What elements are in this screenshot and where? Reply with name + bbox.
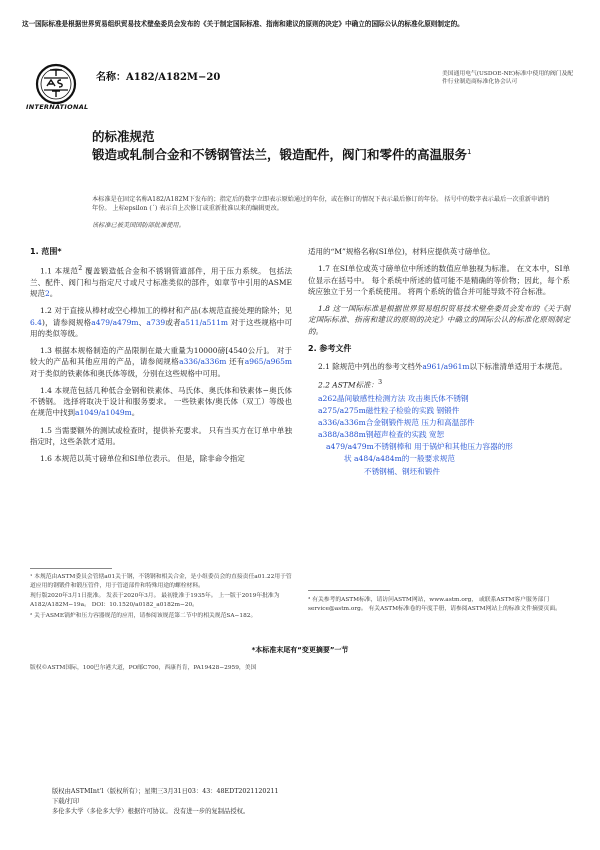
top-notice: 这一国际标准是根据世界贸易组织贸易技术壁垒委员会发布的《关于制定国际标准、指南和建议的原则的决定》中确立的国际公认的标准化原则制定的。 (22, 20, 464, 28)
para-1-4: 1.4 本规范包括几种低合金钢和铁素体、马氏体、奥氏体和铁素体−奥氏体不锈钢。 选择将取决于设计和服务要求。 一些铁素体/奥氏体（双工）等级也在规范中找到a1049/a1049m。 (30, 385, 292, 418)
right-footnote: ³ 有关参考的ASTM标准，请访问ASTM网站，www.astm.org， 或联系ASTM客户服务部门service@astm.org。 有关ASTM标准卷的年度手册，请参阅ASTM网站上的标准文件摘要页面。 (308, 597, 561, 612)
ref-link-2[interactable]: 2 (45, 289, 50, 298)
para-2-1: 2.1 除规范中列出的参考文档外a961/a961m以下标准清单适用于本规范。 (318, 361, 568, 371)
ref-link-a479[interactable]: a479/a479m (91, 317, 139, 327)
copyright-line: 版权©ASTM国际，100巴尔港大道，PO邮C700，西康肖肯，PA19428−2959，美国 (30, 665, 257, 671)
ref-link-a965[interactable]: a965/a965m (244, 357, 292, 367)
issuance-note: 本标准是在固定名称A182/A182M下发布的；指定后的数字立即表示原始通过的年份，或在修订的情况下表示最后修订的年份。 括号中的数字表示最后一次重新申请的年份。 上标epsilon (´) 表示自上次修订或重新批准以来的编辑更改。 (92, 196, 550, 212)
ref-item-a479[interactable]: a479/a479m不锈钢棒和 用于锅炉和其他压力容器的形 (326, 442, 513, 452)
para-1-7: 1.7 在SI单位或英寸磅单位中所述的数值应单独视为标准。 在文本中，SI单位显示在括号中。 每个系统中所述的值可能不是精确的等价物；因此，每个系统应独立于另一个系统使用。 将两个系统的值合并可能导致不符合标准。 (308, 264, 570, 296)
ref-link-a336[interactable]: a336/a336m (179, 357, 227, 367)
right-column (308, 246, 570, 478)
ref-item-a275[interactable]: a275/a275m磁性粒子检验的实践 钢锻件 (318, 405, 460, 415)
endorsement-note: 美国通用电气(USDOE-NE)标准中使用的阀门及配件行业制造商标准化协会认可 (442, 71, 574, 85)
title-line-2: 锻造或轧制合金和不锈钢管法兰，锻造配件，阀门和零件的高温服务$^1$ (92, 147, 472, 163)
title-footnote-mark: 1 (467, 147, 472, 156)
download-license-note (52, 787, 278, 816)
ref-item-a388[interactable]: a388/a388m钢超声检查的实践 宽恕 (318, 430, 445, 440)
footnote-divider-left (30, 568, 112, 569)
ref-item-a336[interactable]: a336/a336m合金钢锻件规范 压力和高温部件 (318, 418, 475, 428)
section-1-heading: 1. 范围* (30, 247, 62, 256)
para-1-6: 1.6 本规范以英寸磅单位和SI单位表示。 但是，除非命令指定 (40, 454, 245, 463)
footnote-2: ² 关于ASME锅炉和压力容器规范的应用，请参阅该规范第二节中的相关规范SA−182。 (30, 612, 257, 619)
footnote-divider-right (308, 590, 390, 591)
ref-link-a1049[interactable]: a1049/a1049m (75, 408, 132, 418)
ref-link-a961[interactable]: a961/a961m (422, 361, 470, 371)
para-1-1: 1.1 本规范$^2$ 覆盖锻造低合金和不锈钢管道部件，用于压力系统。 包括法兰、配件、阀门和与指定尺寸或尺寸标准类似的部件，如章节中引用的ASME规范2。 (30, 265, 292, 298)
para-1-2: 1.2 对于直接从棒材或空心棒加工的棒材和产品(本规范直接处理的除外；见6.4)，请参阅规格a479/a479m、a739或者a511/a511m 对于这些规格中可用的类似等级。 (30, 306, 292, 338)
standard-designation: 名称：A182/A182M−20 (96, 72, 221, 83)
footnote-1b: 现行版2020年3月1日批准。 发表于2020年3月。 最初批准于1935年。 上一版于2019年批准为A182/A182M−19a。 DOI：10.1520/a0182_a0182m−20。 (30, 593, 280, 609)
para-1-8: 1.8 这一国际标准是根据世界贸易组织贸易技术壁垒委员会发布的《关于制定国际标准、指南和建议的原则的决定》中确立的国际公认的标准化原则制定的。 (308, 304, 570, 336)
para-1-6-cont: 适用的“M”规格名称(SI单位)，材料应提供英寸磅单位。 (308, 247, 495, 256)
ref-link-6-4[interactable]: 6.4 (30, 317, 42, 327)
para-1-3: 1.3 根据本规格制造的产品限制在最大重量为10000磅[4540公斤]。 对于较大的产品和其他应用的产品，请参阅规格a336/a336m 还有a965/a965m 对于类似的铁素体和奥氏体等级，分别在这些规格中可用。 (30, 346, 292, 378)
ref-item-a484[interactable]: 状 a484/a484m的一般要求规范 (344, 454, 455, 464)
ref-item-a262[interactable]: a262晶间敏感性检测方法 攻击奥氏体不锈钢 (318, 393, 469, 403)
logo-wordmark: INTERNATIONAL (26, 103, 89, 111)
section-2-heading: 2. 参考文件 (308, 343, 352, 353)
ref-item-a484-cont[interactable]: 不锈钢桶、钢坯和锻件 (364, 466, 440, 476)
license-line-3: 多伦多大学（多伦多大学）根据许可协议。 没有进一步的复制品授权。 (52, 807, 250, 815)
document-title (92, 128, 552, 164)
footnote-1: ¹ 本规范由ASTM委员会管辖a01关于钢，不锈钢和相关合金，是小组委员会的直接责任a01.22用于管道应用的钢锻件和锻压管件，用于管道部件和特殊用途的螺栓材料。 (30, 574, 292, 589)
astm-reference-list (318, 393, 570, 478)
license-line-1: 版权由ASTMInt‘l（版权所有）；星期三3月31日03：43：48EDT2021120211 (52, 788, 279, 795)
para-1-5: 1.5 当需要额外的测试或检查时，提供补充要求。 只有当买方在订单中单独指定时，这些条款才适用。 (30, 425, 292, 446)
dod-approval-note: 该标准已被美国国防部批准使用。 (92, 222, 185, 229)
title-line-1: 的标准规范 (92, 129, 155, 144)
para-2-2: 2.2 ASTM标准：$^3$ (318, 379, 383, 390)
left-footnotes (30, 573, 294, 622)
ref-link-a511[interactable]: a511/a511m (180, 317, 229, 327)
ref-link-a739[interactable]: a739 (146, 317, 166, 327)
change-summary-note: *本标准末尾有“变更摘要”一节 (251, 646, 349, 654)
left-column (30, 246, 292, 470)
license-line-2: 下载/打印 (52, 797, 80, 805)
